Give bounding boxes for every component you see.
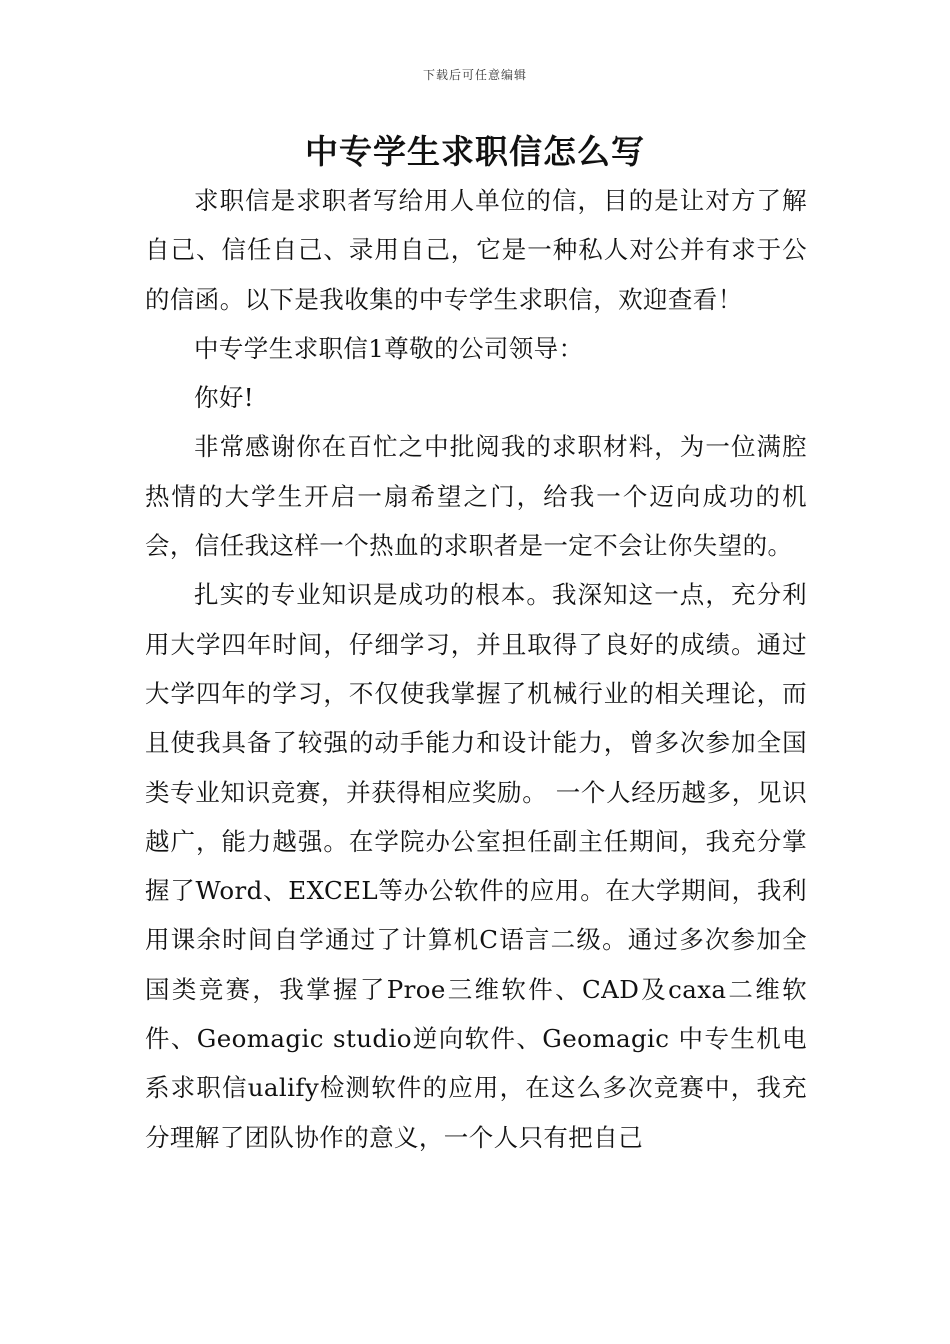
document-title: 中专学生求职信怎么写	[305, 132, 645, 171]
document-body	[145, 176, 807, 1162]
paragraph-salutation: 中专学生求职信1尊敬的公司领导：	[194, 333, 584, 363]
paragraph-greeting: 你好!	[194, 383, 255, 413]
paragraph-intro: 求职信是求职者写给用人单位的信，目的是让对方了解自己、信任自己、录用自己，它是一种私人对公并有求于公的信函。以下是我收集的中专学生求职信，欢迎查看！	[145, 186, 807, 314]
paragraph-thanks: 非常感谢你在百忙之中批阅我的求职材料，为一位满腔热情的大学生开启一扇希望之门，给我一个迈向成功的机会，信任我这样一个热血的求职者是一定不会让你失望的。	[145, 432, 807, 561]
paragraph-skills: 扎实的专业知识是成功的根本。我深知这一点，充分利用大学四年时间，仔细学习，并且取得了良好的成绩。通过大学四年的学习，不仅使我掌握了机械行业的相关理论，而且使我具备了较强的动手能力和设计能力，曾多次参加全国类专业知识竞赛，并获得相应奖励。 一个人经历越多，见识越广，能力越强。在学院办公室担任副主任期间，我充分掌握了Word、EXCEL等办公软件的应用。在大学期间，我利用课余时间自学通过了计算机C语言二级。通过多次参加全国类竞赛，我掌握了Proe三维软件、CAD及caxa二维软件、Geomagic studio逆向软件、Geomagic 中专生机电系求职信ualify检测软件的应用，在这么多次竞赛中，我充分理解了团队协作的意义，一个人只有把自己	[145, 580, 807, 1152]
header-note: 下载后可任意编辑	[422, 68, 527, 82]
